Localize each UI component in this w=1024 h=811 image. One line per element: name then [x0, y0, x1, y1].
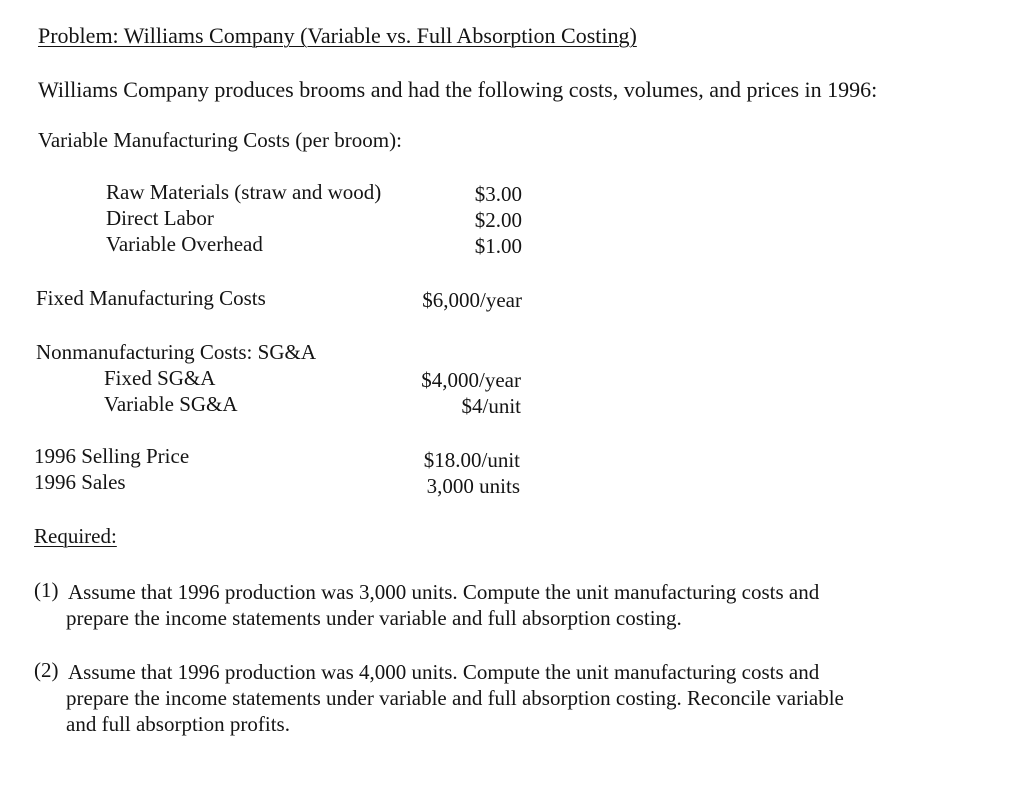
- variable-item-value: $2.00: [474, 208, 522, 232]
- variable-item-value: $1.00: [474, 234, 522, 258]
- sales-item-label: 1996 Sales: [34, 470, 126, 494]
- sales-item-value: $18.00/unit: [423, 448, 520, 472]
- required-heading: Required:: [34, 524, 117, 548]
- variable-item-label: Direct Labor: [106, 206, 214, 230]
- fixed-mfg-value: $6,000/year: [422, 288, 522, 312]
- question-line: Assume that 1996 production was 3,000 units. Compute the unit manufacturing costs and: [68, 580, 820, 604]
- nonmfg-item-value: $4,000/year: [421, 368, 521, 392]
- question-line: prepare the income statements under variable and full absorption costing. Reconcile variable: [66, 686, 844, 710]
- variable-item-label: Variable Overhead: [106, 232, 263, 256]
- variable-costs-heading: Variable Manufacturing Costs (per broom):: [38, 128, 402, 152]
- nonmfg-item-label: Fixed SG&A: [104, 366, 216, 390]
- sales-item-label: 1996 Selling Price: [34, 444, 190, 468]
- sales-item-value: 3,000 units: [426, 474, 520, 498]
- question-line: Assume that 1996 production was 4,000 units. Compute the unit manufacturing costs and: [68, 660, 820, 684]
- nonmfg-item-value: $4/unit: [461, 394, 521, 418]
- question-line: and full absorption profits.: [66, 712, 290, 736]
- nonmfg-item-label: Variable SG&A: [104, 392, 238, 416]
- question-number: (2): [34, 658, 59, 682]
- variable-item-label: Raw Materials (straw and wood): [106, 180, 382, 204]
- variable-item-value: $3.00: [474, 182, 522, 206]
- fixed-mfg-label: Fixed Manufacturing Costs: [36, 286, 266, 310]
- question-line: prepare the income statements under variable and full absorption costing.: [66, 606, 682, 630]
- intro-text: Williams Company produces brooms and had the following costs, volumes, and prices in 1996:: [38, 77, 878, 102]
- nonmfg-heading: Nonmanufacturing Costs: SG&A: [36, 340, 316, 364]
- problem-title: Problem: Williams Company (Variable vs. Full Absorption Costing): [38, 23, 637, 48]
- question-number: (1): [34, 578, 59, 602]
